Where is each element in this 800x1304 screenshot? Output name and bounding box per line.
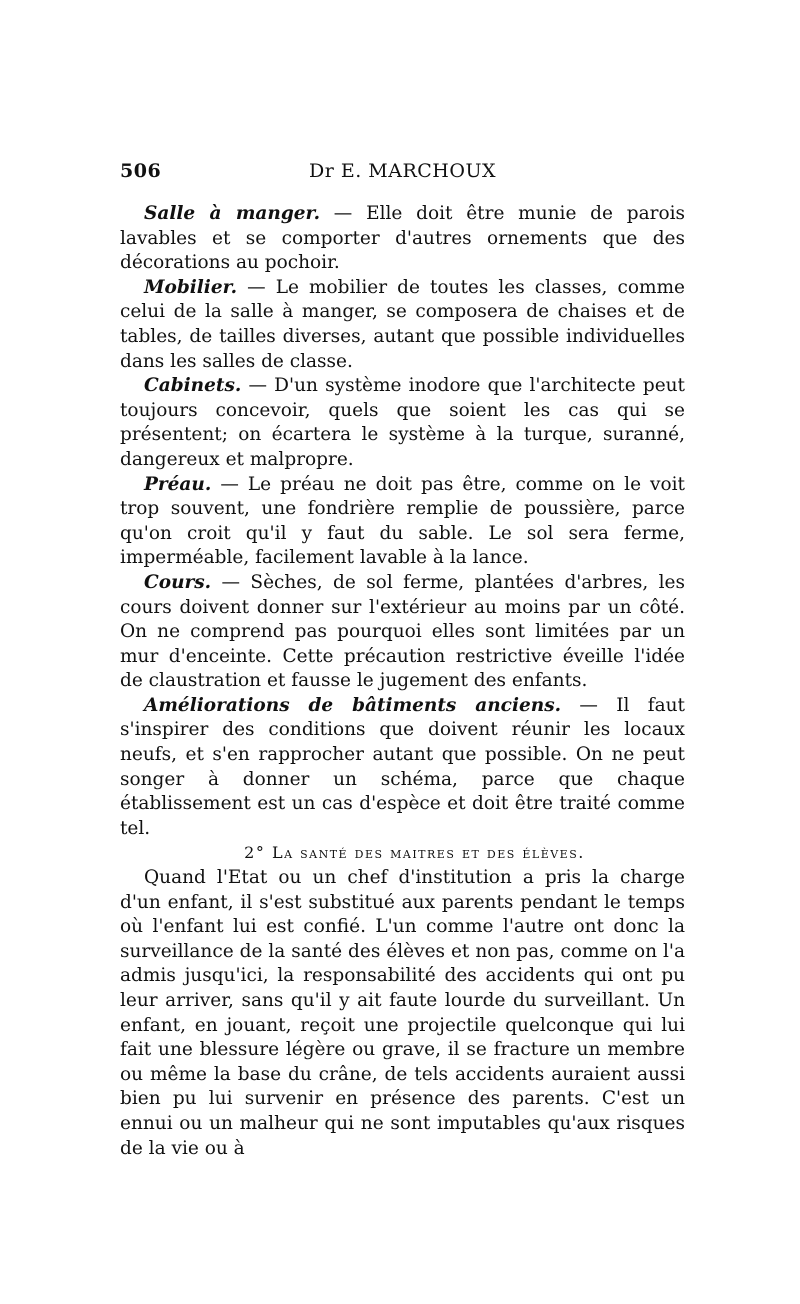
paragraph-text: — Elle doit être munie de parois lavables et se comporter d'autres ornements que des décorations au pochoir. xyxy=(120,203,686,274)
paragraph-text: — Le préau ne doit pas être, comme on le voit trop souvent, une fondrière remplie de poussière, parce qu'on croit qu'il y faut du sable. Le sol sera ferme, imperméable, facilement lavable à la lance. xyxy=(120,473,685,569)
paragraph-cours xyxy=(120,571,685,694)
paragraph-lead: Cabinets. xyxy=(144,375,242,397)
paragraph-preau xyxy=(120,473,685,571)
paragraph-text: — Sèches, de sol ferme, plantées d'arbres, les cours doivent donner sur l'extérieur au moins par un côté. On ne comprend pas pourquoi elles sont limitées par un mur d'enceinte. Cette précaution restrictive éveille l'idée de claustration et fausse le jugement des enfants. xyxy=(120,571,685,692)
page-header xyxy=(120,160,685,190)
paragraph-text: — Il faut s'inspirer des conditions que doivent réunir les locaux neufs, et s'en rapprocher autant que possible. On ne peut songer à donner un schéma, parce que chaque établissement est un cas d'espèce et doit être traité comme tel. xyxy=(120,694,685,839)
paragraph-lead: Salle à manger. xyxy=(144,203,321,224)
paragraph-lead: Améliorations de bâtiments anciens. xyxy=(144,694,562,716)
running-head: Dr E. MARCHOUX xyxy=(308,160,496,182)
page-number: 506 xyxy=(120,160,162,182)
page-body xyxy=(120,202,685,1161)
paragraph-sante: Quand l'Etat ou un chef d'institution a pris la charge d'un enfant, il s'est substitué aux parents pendant le temps où l'enfant lui est confié. L'un comme l'autre ont donc la surveillance de la santé des élèves et non pas, comme on l'a admis jusqu'ici, la responsabilité des accidents qui ont pu leur arriver, sans qu'il y ait faute lourde du surveillant. Un enfant, en jouant, reçoit une projectile quelconque qui lui fait une blessure légère ou grave, il se fracture un membre ou même la base du crâne, de tels accidents auraient aussi bien pu lui survenir en présence des parents. C'est un ennui ou un malheur qui ne sont imputables qu'aux risques de la vie ou à xyxy=(120,867,685,1159)
paragraph-lead: Préau. xyxy=(144,473,212,495)
paragraph-cabinets xyxy=(120,374,685,472)
paragraph-text: — Le mobilier de toutes les classes, comme celui de la salle à manger, se composera de chaises et de tables, de tailles diverses, autant que possible individuelles dans les salles de classe. xyxy=(120,276,685,372)
section-title: 2° La santé des maitres et des élèves. xyxy=(244,843,585,863)
paragraph-mobilier xyxy=(120,276,685,374)
paragraph-salle-a-manger xyxy=(120,202,685,276)
paragraph-lead: Mobilier. xyxy=(144,276,238,298)
paragraph-ameliorations xyxy=(120,694,685,842)
paragraph-text: — D'un système inodore que l'architecte peut toujours concevoir, quels que soient les cas qui se présentent; on écartera le système à la turque, suranné, dangereux et malpropre. xyxy=(120,375,685,470)
paragraph-lead: Cours. xyxy=(144,571,212,593)
